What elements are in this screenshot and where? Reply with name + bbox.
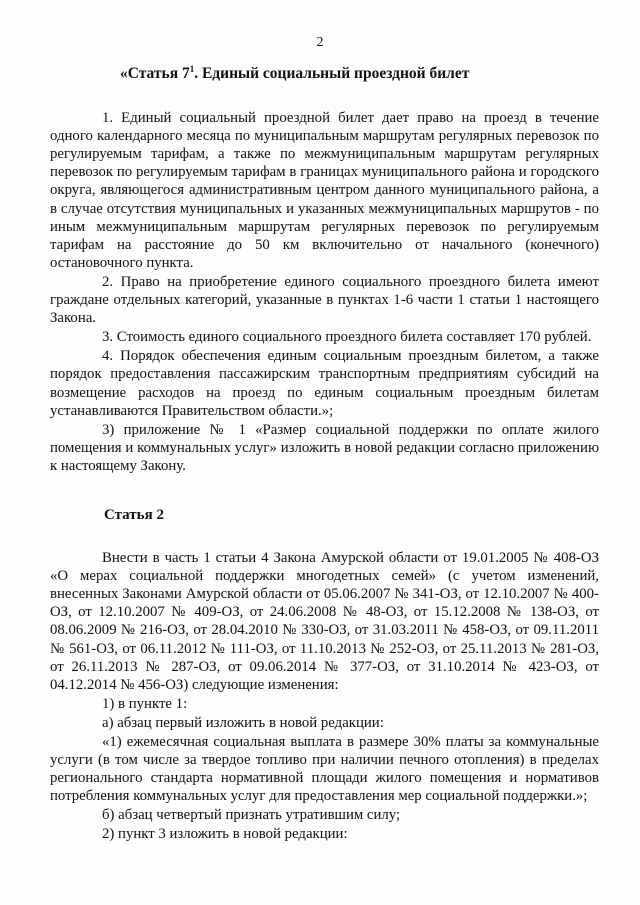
- page-number: 2: [316, 35, 324, 50]
- article-2-item-2: 2) пункт 3 изложить в новой редакции:: [102, 826, 348, 843]
- article-2-item-1: 1) в пункте 1:: [102, 695, 188, 712]
- article-7-1-title-suffix: . Единый социальный проездной билет: [194, 65, 470, 82]
- article-2-item-1a: а) абзац первый изложить в новой редакции:: [102, 714, 384, 731]
- section-spacer: [50, 476, 599, 506]
- article-7-1-paragraph-1: 1. Единый социальный проездной билет дает право на проезд в течение одного календарного месяца по муниципальным маршрутам регулярных перевозок по регулируемым тарифам, а также по межмуниципальным маршрутам регулярных перевозок по регулируемым тарифам в границах муниципального района и городского округа, являющегося административным центром данного муниципального района, а в случае отсутствия муниципальных и указанных межмуниципальных маршрутов - по иным межмуниципальным маршрутам регулярных перевозок по регулируемым тарифам на расстояние до 50 км включительно от начального (конечного) остановочного пункта.: [50, 110, 599, 271]
- article-7-1-paragraph-2: 2. Право на приобретение единого социального проездного билета имеют граждане отдельных категорий, указанные в пунктах 1-6 части 1 статьи 1 настоящего Закона.: [50, 273, 599, 327]
- article-7-1-title-superscript: 1: [189, 64, 195, 74]
- document-body: [50, 60, 599, 845]
- article-7-1-title-prefix: «Статья 7: [120, 65, 190, 82]
- article-2-quoted-paragraph: «1) ежемесячная социальная выплата в размере 30% платы за коммунальные услуги (в том числе за твердое топливо при наличии печного отопления) в пределах регионального стандарта нормативной площади жилого помещения и нормативов потребления коммунальных услуг для предоставления мер социальной поддержки.»;: [50, 734, 599, 805]
- article-7-1-title: [50, 60, 599, 83]
- article-2-intro-paragraph: Внести в часть 1 статьи 4 Закона Амурской области от 19.01.2005 № 408-ОЗ «О мерах социальной поддержки многодетных семей» (с учетом изменений, внесенных Законами Амурской области от 05.06.2007 № 341-ОЗ, от 12.10.2007 № 400-ОЗ, от 12.10.2007 № 409-ОЗ, от 24.06.2008 № 48-ОЗ, от 15.12.2008 № 138-ОЗ, от 08.06.2009 № 216-ОЗ, от 28.04.2010 № 330-ОЗ, от 31.03.2011 № 458-ОЗ, от 09.11.2011 № 561-ОЗ, от 06.11.2012 № 111-ОЗ, от 11.10.2013 № 252-ОЗ, от 25.11.2013 № 281-ОЗ, от 26.11.2013 № 287-ОЗ, от 09.06.2014 № 377-ОЗ, от 31.10.2014 № 423-ОЗ, от 04.12.2014 № 456-ОЗ) следующие изменения:: [50, 550, 599, 693]
- amendment-item-3: 3) приложение № 1 «Размер социальной поддержки по оплате жилого помещения и коммунальных услуг» изложить в новой редакции согласно приложению к настоящему Закону.: [50, 421, 599, 474]
- article-2-item-1b: б) абзац четвертый признать утратившим силу;: [102, 807, 401, 824]
- article-7-1-paragraph-4: 4. Порядок обеспечения единым социальным проездным билетом, а также порядок предоставления пассажирским транспортным предприятиям субсидий на возмещение расходов на проезд по единым социальным проездным билетам устанавливаются Правительством области.»;: [50, 348, 599, 419]
- article-7-1-paragraph-3: 3. Стоимость единого социального проездного билета составляет 170 рублей.: [102, 329, 592, 346]
- article-2-title: Статья 2: [104, 506, 164, 523]
